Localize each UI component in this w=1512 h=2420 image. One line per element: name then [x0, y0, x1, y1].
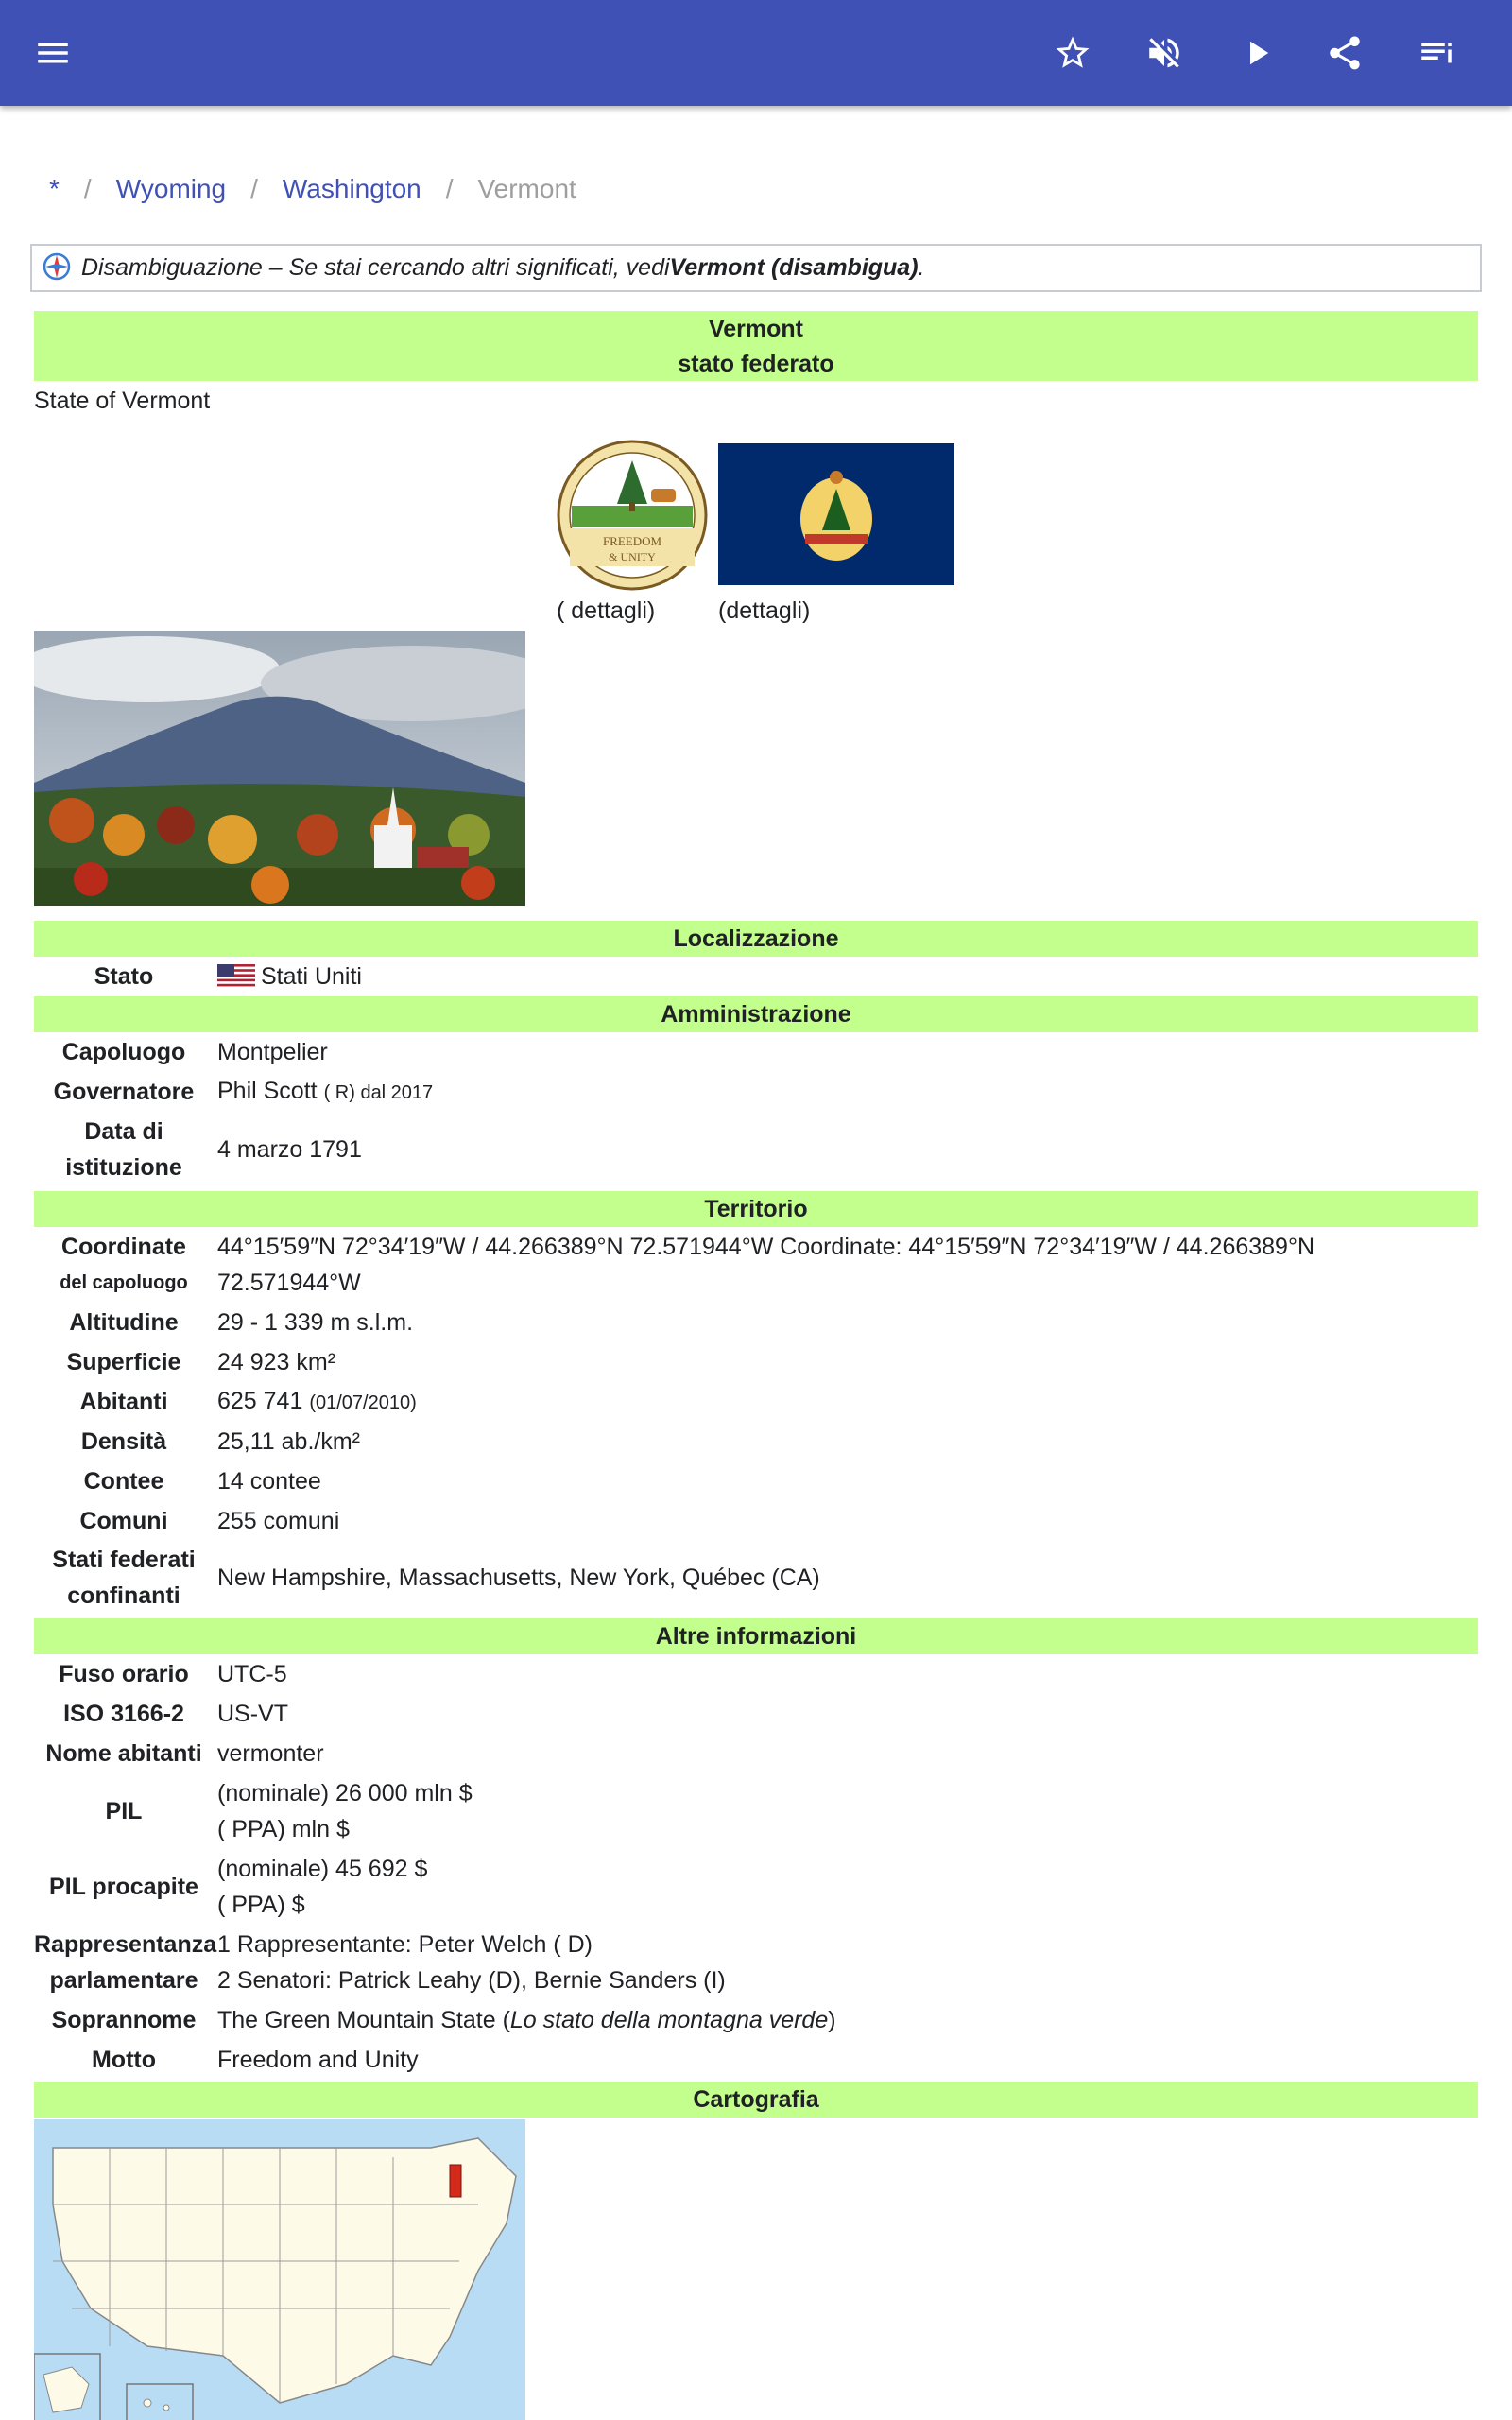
pil-line-1: (nominale) 26 000 mln $	[217, 1780, 472, 1806]
row-coordinate	[34, 1227, 1478, 1303]
soprannome-value-container	[214, 2002, 1478, 2038]
pil-label: PIL	[105, 1798, 143, 1824]
disambiguation-notice	[30, 244, 1482, 292]
stato-value[interactable]: Stati Uniti	[261, 963, 362, 990]
pil-procapite-line-2: ( PPA) $	[217, 1892, 305, 1918]
locator-map	[34, 2119, 525, 2420]
governatore-note: ( R) dal 2017	[323, 1082, 434, 1103]
flag-details-link[interactable]: (dettagli)	[718, 597, 811, 624]
row-rappresentanza	[34, 1925, 1478, 2000]
row-pil	[34, 1773, 1478, 1849]
comuni-label: Comuni	[79, 1508, 168, 1534]
row-istituzione	[34, 1112, 1478, 1187]
app-bar	[0, 0, 1512, 106]
confinanti-label-2: confinanti	[67, 1582, 180, 1609]
playlist-icon[interactable]	[1408, 25, 1465, 81]
abitanti-note: (01/07/2010)	[309, 1392, 417, 1413]
abitanti-label: Abitanti	[79, 1389, 168, 1415]
iso-value: US-VT	[217, 1701, 288, 1727]
row-abitanti	[34, 1382, 1478, 1422]
play-icon[interactable]	[1228, 25, 1285, 81]
row-comuni	[34, 1501, 1478, 1541]
star-icon[interactable]	[1044, 25, 1101, 81]
official-name: State of Vermont	[34, 388, 211, 414]
infobox	[34, 311, 1478, 2420]
coordinate-line-1: 44°15′59″N 72°34′19″W / 44.266389°N 72.571944°W Coordinate: 44°15′59″N 72°34′19″W / 44.266389°N	[217, 1234, 1315, 1260]
stato-label: Stato	[94, 963, 154, 990]
governatore-label: Governatore	[53, 1079, 195, 1105]
istituzione-value: 4 marzo 1791	[217, 1136, 362, 1163]
row-motto	[34, 2040, 1478, 2080]
row-fuso	[34, 1654, 1478, 1694]
motto-label: Motto	[91, 2047, 157, 2073]
confinanti-label-1: Stati federati	[52, 1547, 196, 1573]
contee-value[interactable]: 14 contee	[217, 1468, 321, 1495]
superficie-value: 24 923 km²	[217, 1349, 336, 1375]
comuni-value: 255 comuni	[217, 1508, 340, 1534]
infobox-subtitle: stato federato	[678, 351, 834, 377]
pil-procapite-line-1: (nominale) 45 692 $	[217, 1856, 428, 1882]
row-soprannome	[34, 2000, 1478, 2040]
symbols	[34, 421, 1478, 631]
svg-text:& UNITY: & UNITY	[609, 550, 656, 563]
istituzione-label-2: istituzione	[65, 1154, 182, 1181]
istituzione-label-1: Data di	[84, 1118, 163, 1145]
coordinate-sublabel: del capoluogo	[60, 1272, 188, 1293]
fuso-label: Fuso orario	[59, 1661, 189, 1687]
coordinate-label	[34, 1229, 214, 1301]
row-iso	[34, 1694, 1478, 1734]
row-densita	[34, 1422, 1478, 1461]
pil-value	[214, 1775, 1478, 1847]
altitudine-label: Altitudine	[69, 1309, 179, 1336]
compass-icon	[42, 251, 72, 282]
abitanti-value: 625 741	[217, 1388, 303, 1414]
row-contee	[34, 1461, 1478, 1501]
nome-abitanti-value: vermonter	[217, 1740, 324, 1767]
section-amministrazione: Amministrazione	[34, 996, 1478, 1032]
infobox-title-header	[34, 311, 1478, 381]
rappresentanza-label-1: Rappresentanza	[34, 1931, 217, 1958]
iso-label: ISO 3166-2	[63, 1701, 184, 1727]
rappresentanza-label-2: parlamentare	[49, 1967, 198, 1994]
coordinate-label-main: Coordinate	[61, 1234, 186, 1260]
disambig-link[interactable]: Vermont (disambigua)	[669, 254, 919, 281]
state-flag-image	[718, 443, 954, 585]
nome-abitanti-label: Nome abitanti	[45, 1740, 202, 1767]
row-nome-abitanti	[34, 1734, 1478, 1773]
rappresentanza-value[interactable]	[214, 1927, 1478, 1998]
share-icon[interactable]	[1316, 25, 1373, 81]
section-localizzazione: Localizzazione	[34, 921, 1478, 957]
confinanti-value[interactable]: New Hampshire, Massachusetts, New York, Québec (CA)	[217, 1564, 820, 1591]
breadcrumb-washington[interactable]: Washington	[282, 174, 421, 203]
section-altre-informazioni: Altre informazioni	[34, 1618, 1478, 1654]
infobox-title: Vermont	[708, 316, 804, 342]
row-confinanti	[34, 1541, 1478, 1615]
volume-off-icon[interactable]	[1136, 25, 1193, 81]
soprannome-translation: Lo stato della montagna verde	[509, 2007, 829, 2033]
soprannome-label: Soprannome	[51, 2007, 197, 2033]
istituzione-label	[34, 1114, 214, 1185]
breadcrumb	[49, 170, 576, 208]
governatore-value[interactable]: Phil Scott	[217, 1078, 318, 1104]
superficie-label: Superficie	[66, 1349, 181, 1375]
coordinate-line-2: 72.571944°W	[217, 1270, 361, 1296]
densita-label: Densità	[80, 1428, 167, 1455]
breadcrumb-wyoming[interactable]: Wyoming	[115, 174, 227, 203]
soprannome-close: )	[828, 2007, 836, 2033]
disambig-suffix: .	[918, 254, 925, 281]
governatore-value-container	[214, 1073, 1478, 1111]
disambig-prefix: Disambiguazione – Se stai cercando altri significati, vedi	[81, 254, 670, 281]
landscape-photo	[34, 631, 525, 906]
row-stato	[34, 957, 1478, 996]
contee-label: Contee	[83, 1468, 164, 1495]
abitanti-value-container	[214, 1383, 1478, 1421]
breadcrumb-root[interactable]: *	[49, 174, 60, 203]
pil-procapite-label: PIL procapite	[49, 1874, 198, 1900]
capoluogo-value[interactable]: Montpelier	[217, 1039, 328, 1065]
row-governatore	[34, 1072, 1478, 1112]
row-superficie	[34, 1342, 1478, 1382]
svg-text:FREEDOM: FREEDOM	[602, 534, 662, 548]
densita-value: 25,11 ab./km²	[217, 1428, 361, 1455]
section-cartografia: Cartografia	[34, 2082, 1478, 2118]
us-flag-icon	[217, 964, 255, 987]
menu-icon[interactable]	[25, 25, 81, 81]
seal-details-link[interactable]: ( dettagli)	[557, 597, 656, 624]
rappresentanza-label	[34, 1927, 217, 1998]
altitudine-value: 29 - 1 339 m s.l.m.	[217, 1309, 414, 1336]
section-territorio: Territorio	[34, 1191, 1478, 1227]
motto-value: Freedom and Unity	[217, 2047, 419, 2073]
stato-value-container	[214, 959, 1478, 994]
breadcrumb-separator: /	[445, 174, 454, 203]
rappresentanza-line-2: 2 Senatori: Patrick Leahy (D), Bernie Sanders (I)	[217, 1967, 726, 1994]
capoluogo-label: Capoluogo	[61, 1039, 186, 1065]
row-pil-procapite	[34, 1849, 1478, 1925]
breadcrumb-current: Vermont	[477, 174, 576, 203]
pil-line-2: ( PPA) mln $	[217, 1816, 350, 1842]
breadcrumb-separator: /	[250, 174, 258, 203]
coordinate-value[interactable]	[214, 1229, 1478, 1301]
state-seal-image	[557, 440, 708, 591]
row-capoluogo	[34, 1032, 1478, 1072]
breadcrumb-separator: /	[83, 174, 92, 203]
pil-procapite-value	[214, 1851, 1478, 1923]
rappresentanza-line-1: 1 Rappresentante: Peter Welch ( D)	[217, 1931, 593, 1958]
soprannome-value: The Green Mountain State (	[217, 2007, 510, 2033]
row-altitudine	[34, 1303, 1478, 1342]
fuso-value[interactable]: UTC-5	[217, 1661, 287, 1687]
confinanti-label	[34, 1542, 214, 1614]
